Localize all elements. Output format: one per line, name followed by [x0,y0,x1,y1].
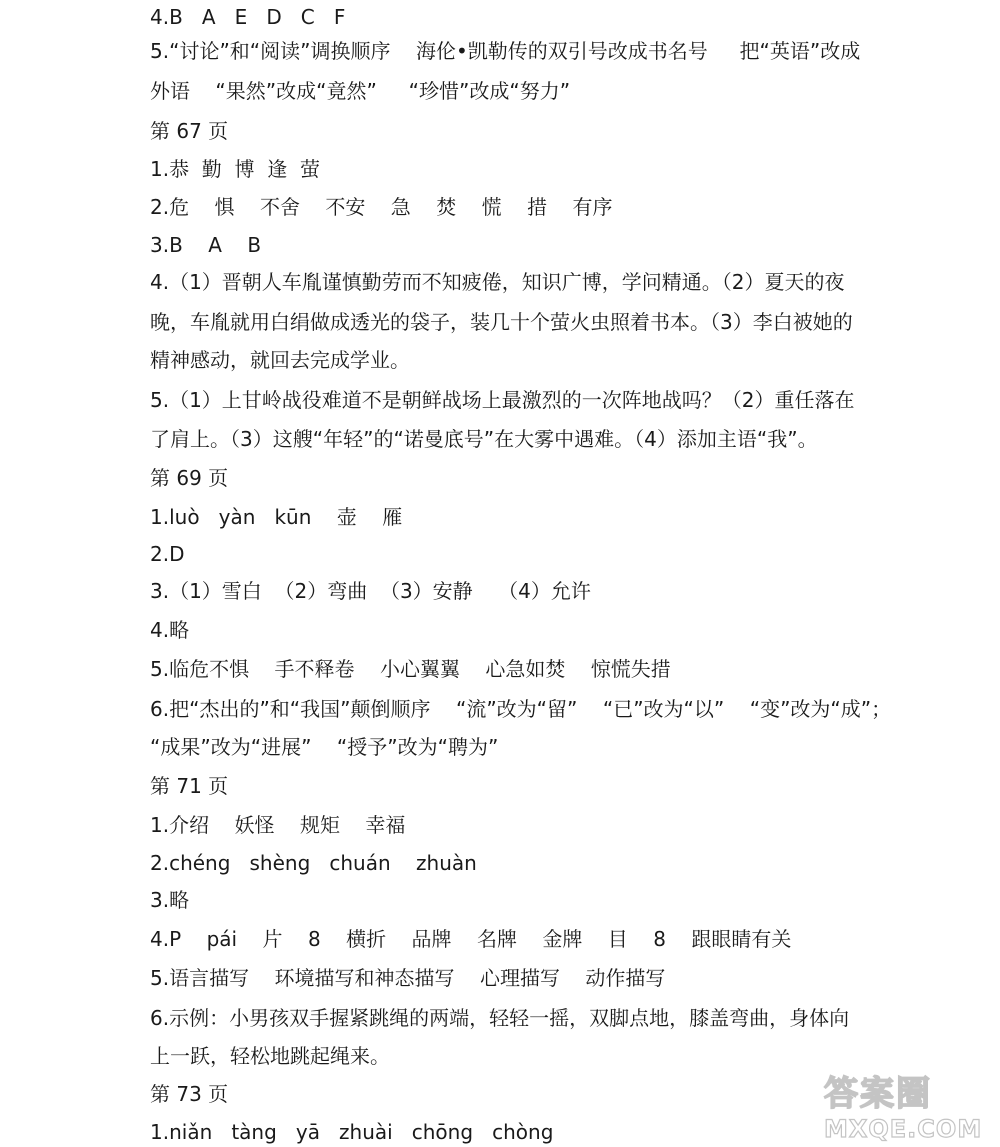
page-heading-71: 第 71 页 [150,774,229,798]
text-line-26: 5.语言描写 环境描写和神态描写 心理描写 动作描写 [150,966,666,990]
text-line-27: 6.示例：小男孩双手握紧跳绳的两端，轻轻一摇，双脚点地，膝盖弯曲，身体向 [150,1006,850,1030]
watermark-text-top: 答案圈 [824,1074,932,1114]
page-heading-73: 第 73 页 [150,1082,229,1106]
text-line-30: 1.niǎn tàng yā zhuài chōng chòng [150,1120,554,1144]
text-line-23: 2.chéng shèng chuán zhuàn [150,851,477,875]
text-line-8: 4.（1）晋朝人车胤谨慎勤劳而不知疲倦，知识广博，学问精通。（2）夏天的夜 [150,270,845,294]
text-line-7: 3.B A B [150,233,262,257]
text-line-15: 2.D [150,542,185,566]
text-line-6: 2.危 惧 不舍 不安 急 焚 慌 措 有序 [150,195,613,219]
page-heading-69: 第 69 页 [150,466,229,490]
text-line-22: 1.介绍 妖怪 规矩 幸福 [150,813,406,837]
text-line-19: 6.把“杰出的”和“我国”颠倒顺序 “流”改为“留” “已”改为“以” “变”改为“成”； [150,697,892,721]
text-line-1: 4.B A E D C F [150,5,346,29]
text-line-12: 了肩上。（3）这艘“年轻”的“诺曼底号”在大雾中遇难。（4）添加主语“我”。 [150,427,818,451]
text-line-5: 1.恭 勤 博 逢 萤 [150,157,320,181]
watermark-text-bottom: MXQE.COM [824,1115,983,1143]
text-line-3: 外语 “果然”改成“竟然” “珍惜”改成“努力” [150,79,571,103]
text-line-10: 精神感动，就回去完成学业。 [150,348,410,372]
text-line-18: 5.临危不惧 手不释卷 小心翼翼 心急如焚 惊慌失措 [150,657,671,681]
text-line-24: 3.略 [150,888,190,912]
text-line-14: 1.luò yàn kūn 壶 雁 [150,505,403,529]
text-line-11: 5.（1）上甘岭战役难道不是朝鲜战场上最激烈的一次阵地战吗？（2）重任落在 [150,388,855,412]
text-line-17: 4.略 [150,618,190,642]
page-heading-67: 第 67 页 [150,119,229,143]
text-line-2: 5.“讨论”和“阅读”调换顺序 海伦•凯勒传的双引号改成书名号 把“英语”改成 [150,39,861,63]
text-line-25: 4.P pái 片 8 横折 品牌 名牌 金牌 目 8 跟眼睛有关 [150,927,792,951]
text-line-28: 上一跃，轻松地跳起绳来。 [150,1044,390,1068]
text-line-9: 晚，车胤就用白绢做成透光的袋子，装几十个萤火虫照着书本。（3）李白被她的 [150,310,853,334]
text-line-16: 3.（1）雪白 （2）弯曲 （3）安静 （4）允许 [150,579,591,603]
text-line-20: “成果”改为“进展” “授予”改为“聘为” [150,735,499,759]
